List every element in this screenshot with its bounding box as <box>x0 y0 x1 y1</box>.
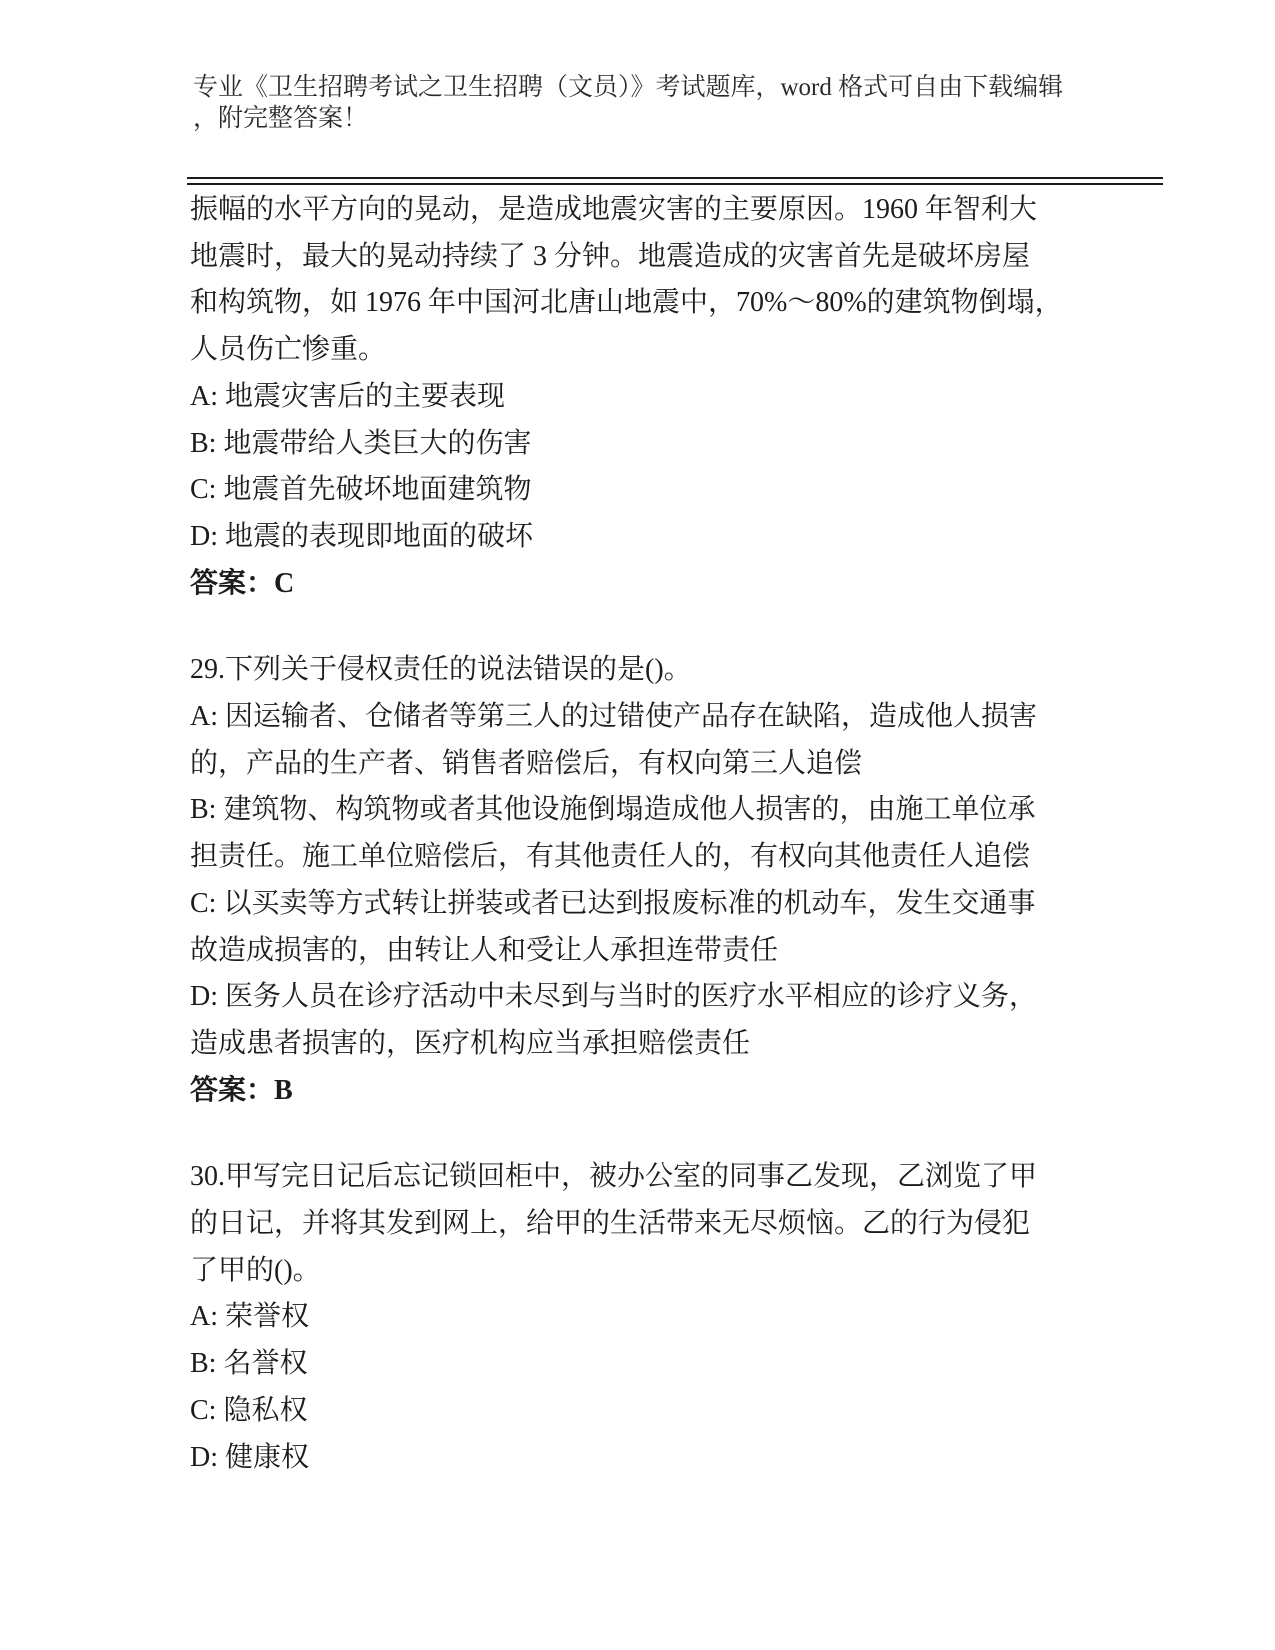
question-30 <box>190 1154 1140 1481</box>
text-line: B: 地震带给人类巨大的伤害 <box>190 427 532 459</box>
text-line: 的，产品的生产者、销售者赔偿后，有权向第三人追偿 <box>190 747 863 779</box>
header-divider <box>187 177 1163 185</box>
text-line: A: 因运输者、仓储者等第三人的过错使产品存在缺陷，造成他人损害 <box>190 701 1038 733</box>
text-line: C: 以买卖等方式转让拼装或者已达到报废标准的机动车，发生交通事 <box>190 887 1036 919</box>
text-line: 了甲的()。 <box>190 1254 321 1286</box>
header-text-line-2: ，附完整答案！ <box>193 105 369 132</box>
text-line: B: 建筑物、构筑物或者其他设施倒塌造成他人损害的，由施工单位承 <box>190 794 1036 826</box>
text-line: C: 隐私权 <box>190 1394 308 1426</box>
text-line: 人员伤亡惨重。 <box>190 334 387 366</box>
answer-line: 答案：C <box>190 567 295 599</box>
document-body <box>190 187 1140 1521</box>
text-line: 30.甲写完日记后忘记锁回柜中，被办公室的同事乙发现，乙浏览了甲 <box>190 1161 1038 1193</box>
question-29 <box>190 647 1140 1114</box>
text-line: 担责任。施工单位赔偿后，有其他责任人的，有权向其他责任人追偿 <box>190 841 1031 873</box>
text-line: 29.下列关于侵权责任的说法错误的是()。 <box>190 654 692 686</box>
text-line: 故造成损害的，由转让人和受让人承担连带责任 <box>190 934 779 966</box>
answer-line: 答案：B <box>190 1074 293 1106</box>
text-line: C: 地震首先破坏地面建筑物 <box>190 474 532 506</box>
text-line: 地震时，最大的晃动持续了 3 分钟。地震造成的灾害首先是破坏房屋 <box>190 240 1031 272</box>
text-line: A: 荣誉权 <box>190 1301 310 1333</box>
text-line: 的日记，并将其发到网上，给甲的生活带来无尽烦恼。乙的行为侵犯 <box>190 1208 1031 1240</box>
text-line: 造成患者损害的，医疗机构应当承担赔偿责任 <box>190 1027 751 1059</box>
text-line: D: 地震的表现即地面的破坏 <box>190 520 534 552</box>
text-line: 和构筑物，如 1976 年中国河北唐山地震中，70%～80%的建筑物倒塌， <box>190 287 1063 319</box>
text-line: D: 健康权 <box>190 1441 310 1473</box>
text-line: A: 地震灾害后的主要表现 <box>190 380 506 412</box>
question-28-continuation <box>190 187 1140 607</box>
header-text-line-1: 专业《卫生招聘考试之卫生招聘（文员）》考试题库，word 格式可自由下载编辑 <box>193 74 1064 101</box>
text-line: 振幅的水平方向的晃动，是造成地震灾害的主要原因。1960 年智利大 <box>190 194 1038 225</box>
text-line: D: 医务人员在诊疗活动中未尽到与当时的医疗水平相应的诊疗义务， <box>190 981 1038 1013</box>
text-line: B: 名誉权 <box>190 1348 308 1380</box>
page-header <box>193 72 1093 134</box>
